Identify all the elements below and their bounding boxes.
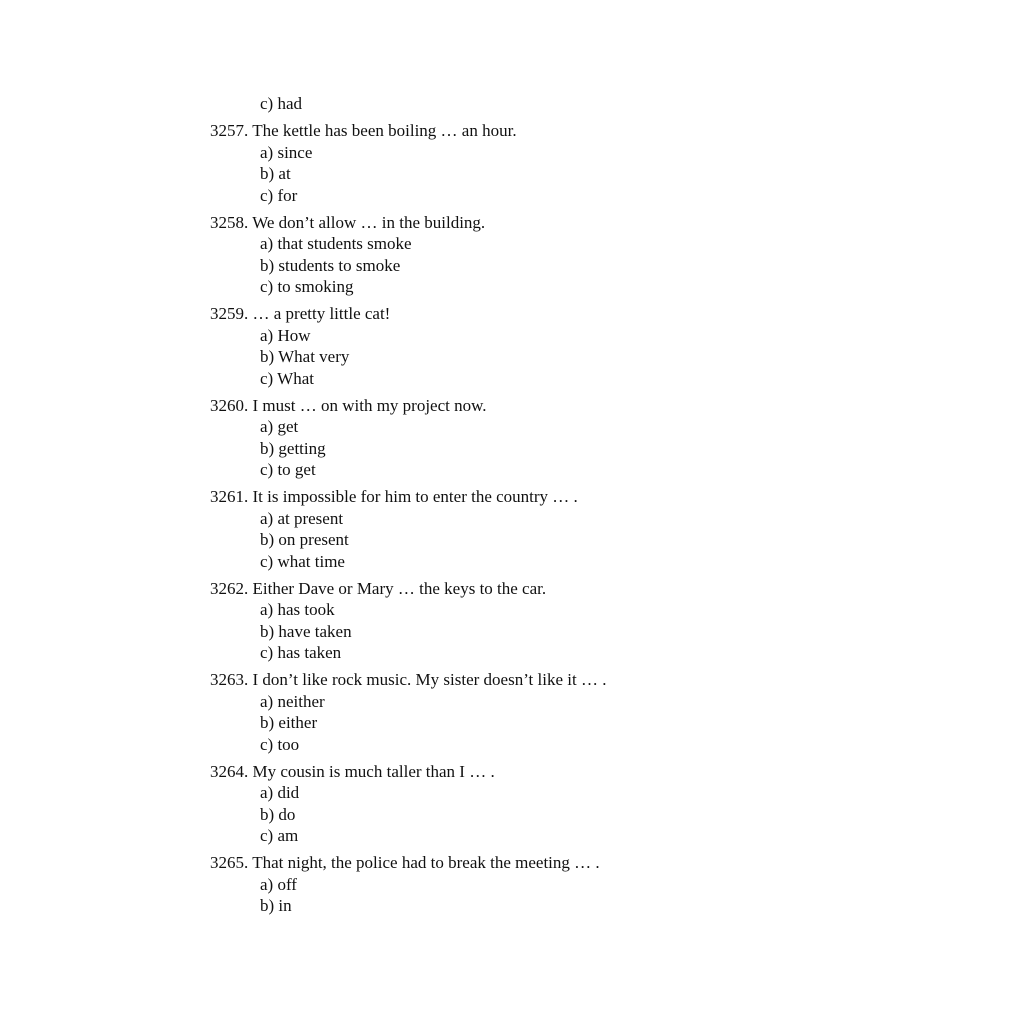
- question-list: [210, 93, 910, 917]
- answer-option: a) off: [260, 874, 297, 894]
- answer-option: a) did: [260, 783, 300, 802]
- answer-option: a) that students smoke: [260, 234, 412, 253]
- answer-option: a) neither: [260, 691, 325, 711]
- question-text: 3257. The kettle has been boiling … an hour.: [210, 121, 517, 140]
- answer-option: a) has took: [260, 600, 335, 619]
- question-text: 3260. I must … on with my project now.: [210, 395, 487, 415]
- answer-option: b) do: [260, 804, 296, 824]
- answer-option: b) at: [260, 164, 291, 183]
- answer-option: c) am: [260, 826, 299, 845]
- question-text: 3261. It is impossible for him to enter the country … .: [210, 487, 578, 506]
- answer-option: a) since: [260, 142, 313, 162]
- answer-option: c) to smoking: [260, 277, 354, 296]
- answer-option: a) get: [260, 417, 299, 436]
- answer-option: b) getting: [260, 438, 326, 458]
- question-text: 3258. We don’t allow … in the building.: [210, 212, 486, 232]
- answer-option: b) have taken: [260, 621, 352, 641]
- question-text: 3262. Either Dave or Mary … the keys to the car.: [210, 578, 547, 598]
- answer-option: b) either: [260, 713, 318, 732]
- answer-option: b) in: [260, 896, 292, 915]
- answer-option: b) What very: [260, 347, 350, 366]
- answer-option: b) on present: [260, 530, 349, 549]
- answer-option: c) what time: [260, 551, 345, 571]
- question-text: 3265. That night, the police had to break the meeting … .: [210, 853, 600, 872]
- answer-option: b) students to smoke: [260, 255, 401, 275]
- answer-option: c) for: [260, 185, 298, 205]
- answer-option: c) has taken: [260, 643, 342, 662]
- answer-option: a) How: [260, 325, 311, 345]
- answer-option: c) What: [260, 368, 314, 388]
- answer-option: c) too: [260, 734, 300, 754]
- answer-option: a) at present: [260, 508, 344, 528]
- answer-option: c) to get: [260, 460, 316, 479]
- question-text: 3263. I don’t like rock music. My sister doesn’t like it … .: [210, 670, 607, 689]
- answer-option: c) had: [260, 94, 303, 113]
- question-text: 3264. My cousin is much taller than I … .: [210, 761, 495, 781]
- question-text: 3259. … a pretty little cat!: [210, 304, 391, 323]
